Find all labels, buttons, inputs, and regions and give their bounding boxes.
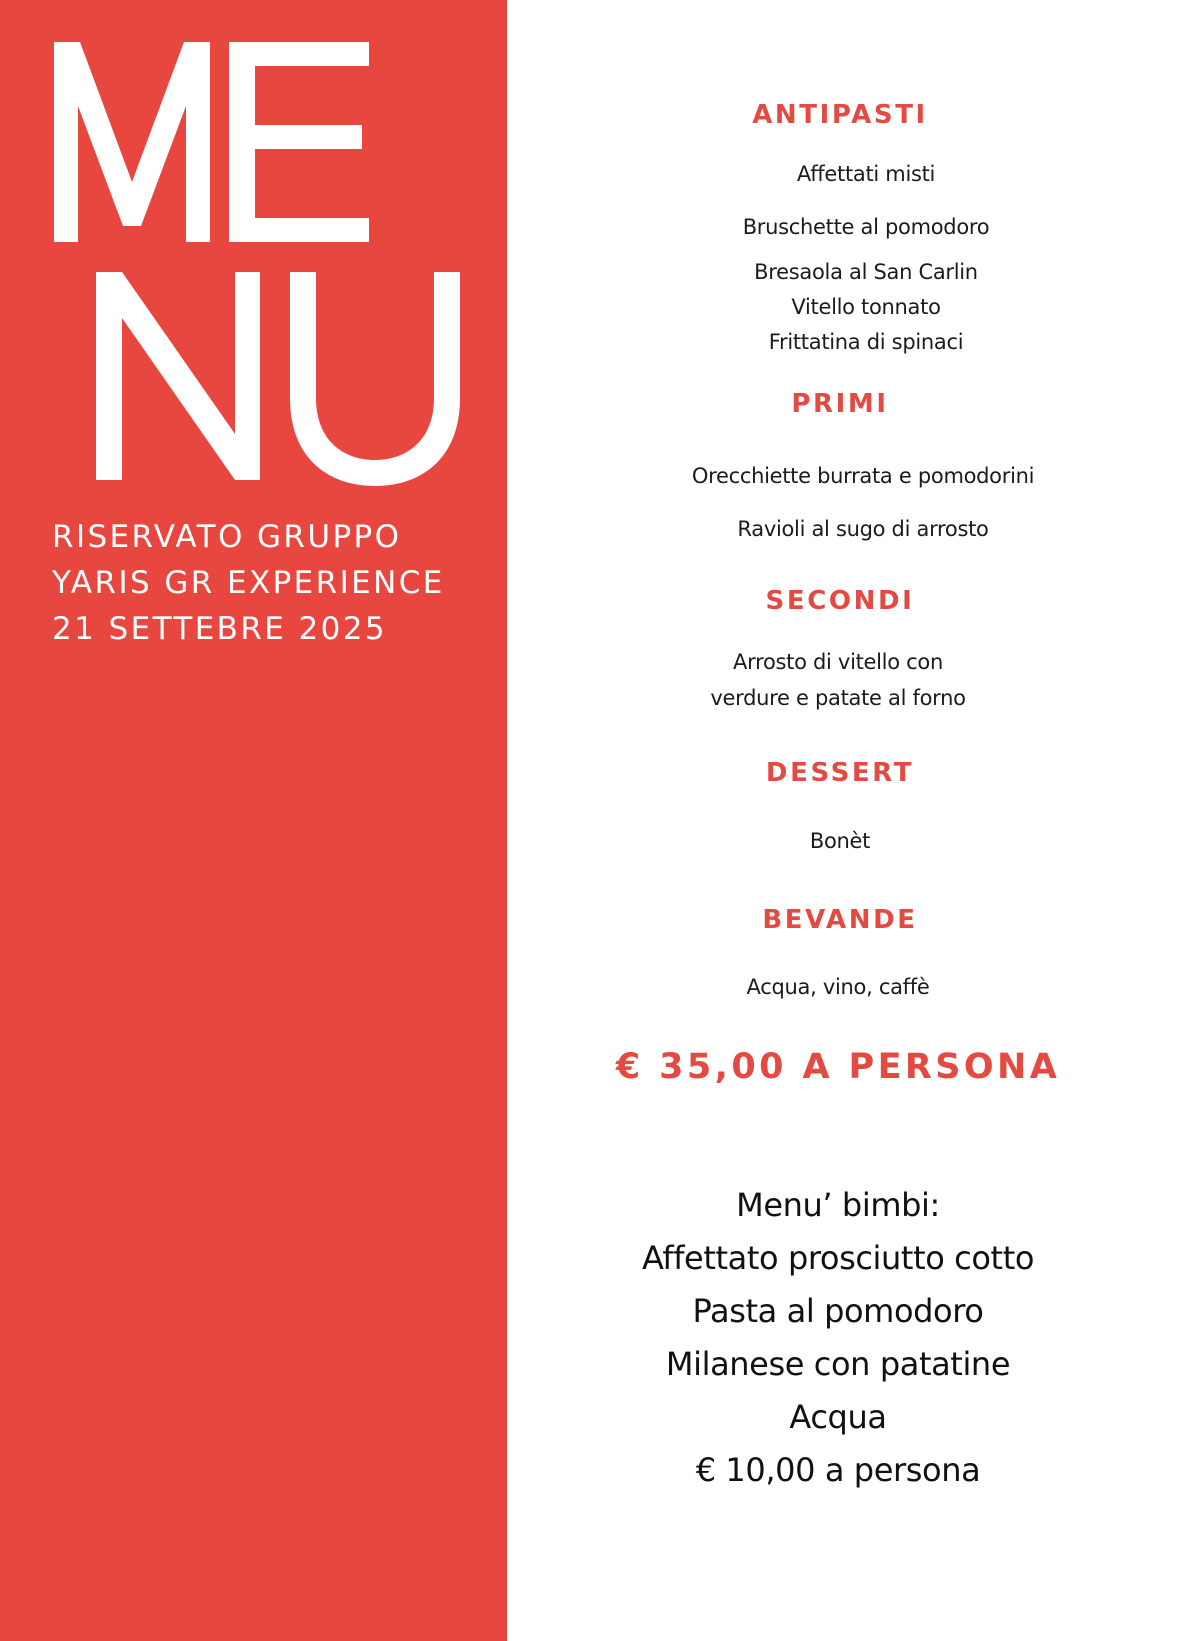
- menu-letter-n: [96, 272, 260, 480]
- antipasti-item: Affettati misti: [796, 162, 936, 186]
- bevande-item: Acqua, vino, caffè: [746, 975, 930, 999]
- group-info: [52, 514, 445, 652]
- secondi-item: Arrosto di vitello con: [733, 650, 943, 674]
- left-panel: [0, 0, 507, 1641]
- menu-letter-e: [229, 42, 369, 242]
- kids-menu-item: Affettato prosciutto cotto: [641, 1239, 1035, 1277]
- menu-content: [507, 0, 1179, 1641]
- menu-letter-u: [290, 272, 460, 486]
- antipasti-item: Vitello tonnato: [791, 295, 941, 319]
- section-title-bevande: BEVANDE: [762, 905, 918, 935]
- group-line-2: YARIS GR EXPERIENCE: [52, 565, 445, 601]
- menu-title: [54, 20, 494, 500]
- price-per-person: € 35,00 A PERSONA: [615, 1047, 1061, 1087]
- kids-menu-item: Milanese con patatine: [665, 1345, 1011, 1383]
- primi-item: Ravioli al sugo di arrosto: [737, 517, 989, 541]
- section-title-primi: PRIMI: [791, 389, 889, 419]
- section-title-secondi: SECONDI: [765, 586, 915, 616]
- kids-menu-item: Pasta al pomodoro: [692, 1292, 984, 1330]
- kids-menu-item: Acqua: [789, 1398, 887, 1436]
- dessert-item: Bonèt: [809, 829, 871, 853]
- primi-item: Orecchiette burrata e pomodorini: [691, 464, 1035, 488]
- antipasti-item: Bresaola al San Carlin: [754, 260, 978, 284]
- antipasti-item: Bruschette al pomodoro: [742, 215, 990, 239]
- menu-letter-m: [54, 42, 210, 242]
- section-title-antipasti: ANTIPASTI: [752, 100, 928, 130]
- section-title-dessert: DESSERT: [765, 758, 915, 788]
- antipasti-item: Frittatina di spinaci: [768, 330, 964, 354]
- kids-menu-price: € 10,00 a persona: [695, 1451, 981, 1489]
- group-line-3: 21 SETTEBRE 2025: [52, 611, 388, 647]
- kids-menu-title: Menu’ bimbi:: [736, 1186, 940, 1224]
- group-line-1: RISERVATO GRUPPO: [52, 519, 402, 555]
- menu-title-art: [54, 20, 494, 500]
- secondi-item: verdure e patate al forno: [710, 686, 966, 710]
